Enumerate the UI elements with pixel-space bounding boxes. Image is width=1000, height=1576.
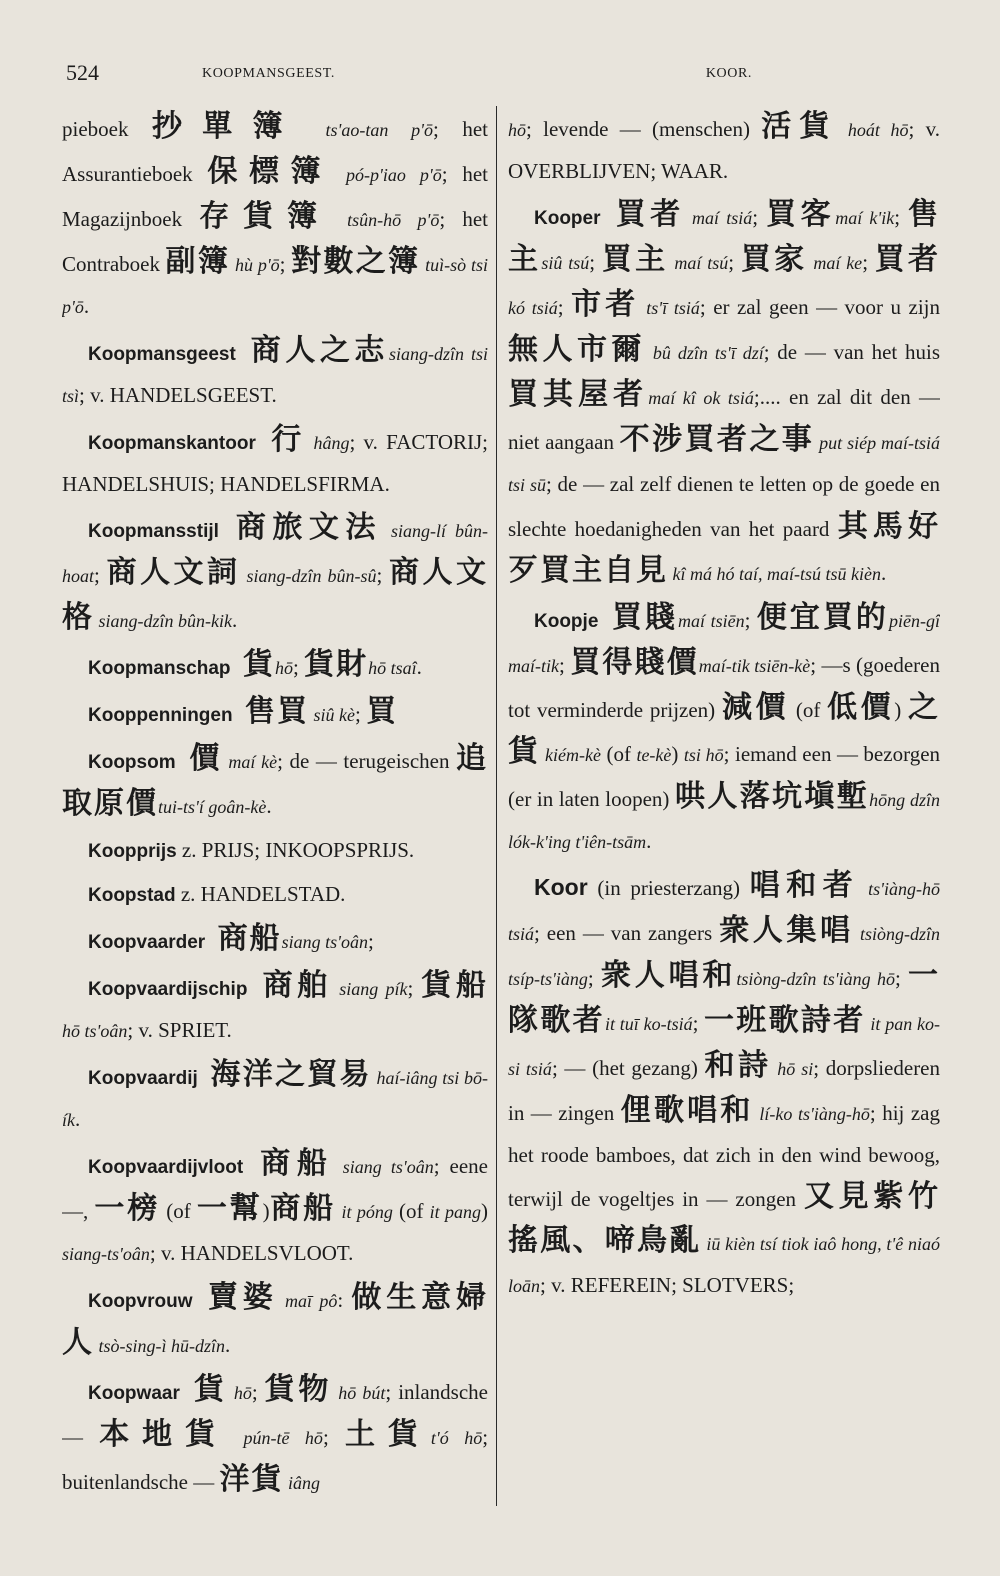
- chinese-characters: 貨: [179, 1372, 228, 1407]
- definition-text: pieboek: [62, 117, 152, 141]
- romanization: hō: [227, 1383, 252, 1403]
- definition-text: ; hij zag het roode bamboes, dat zich in den wind bewoog, terwijl de vogeltjes in — zongen: [508, 1101, 940, 1211]
- definition-text: ): [480, 1199, 488, 1223]
- chinese-characters: 買家: [740, 242, 808, 277]
- definition-text: ): [671, 742, 684, 766]
- romanization: tui-ts'í goân-kè: [158, 797, 267, 817]
- chinese-characters: 貨財: [304, 647, 369, 682]
- romanization: siû kè: [309, 705, 356, 725]
- romanization: siang-ts'oân: [62, 1244, 150, 1264]
- entry-headword: Koopmansstijl: [88, 521, 219, 542]
- column-divider: [496, 106, 497, 1506]
- chinese-characters: 貨: [230, 647, 275, 682]
- chinese-characters: 賣婆: [192, 1280, 278, 1315]
- dictionary-entry: [62, 330, 488, 417]
- definition-text: .: [225, 1333, 231, 1357]
- definition-text: ;: [376, 563, 390, 587]
- romanization: te-kè: [636, 745, 672, 765]
- definition-text: ; het Contraboek: [62, 207, 488, 276]
- chinese-characters: 一幫: [196, 1191, 263, 1226]
- dictionary-entry: [508, 194, 940, 595]
- romanization: maí ke: [807, 253, 863, 273]
- chinese-characters: 商人文格: [62, 555, 488, 635]
- definition-text: ): [262, 1199, 270, 1223]
- romanization: kó tsiá: [508, 298, 558, 318]
- romanization: ts'iàng-hō tsiá: [508, 879, 940, 944]
- definition-text: (of: [789, 698, 828, 722]
- definition-text: ; er zal geen — voor u zijn: [699, 295, 940, 319]
- dictionary-entry: [62, 918, 488, 963]
- definition-text: ;: [322, 1425, 345, 1449]
- chinese-characters: 市者: [571, 287, 640, 322]
- romanization: hâng: [306, 433, 350, 453]
- definition-text: ;: [557, 295, 572, 319]
- romanization: ts'ao-tan p'ō: [302, 120, 433, 140]
- romanization: tsiòng-dzîn tsíp-ts'iàng: [508, 924, 940, 989]
- right-running-title: KOOR.: [705, 66, 752, 81]
- definition-text: ; dorpsliederen in — zingen: [508, 1056, 940, 1125]
- romanization: maí tsú: [668, 253, 729, 273]
- romanization: lí-ko ts'iàng-hō: [753, 1104, 870, 1124]
- chinese-characters: 做生意婦人: [62, 1280, 488, 1360]
- romanization: it pan ko-si tsiá: [508, 1014, 940, 1079]
- romanization: hoát hō: [837, 120, 909, 140]
- chinese-characters: 俚歌唱和: [620, 1093, 754, 1128]
- left-column: [62, 106, 488, 1526]
- chinese-characters: 商人之志: [235, 333, 389, 368]
- entry-headword: Koopvaardijvloot: [88, 1157, 244, 1178]
- chinese-characters: 土貨: [344, 1417, 431, 1452]
- definition-text: ;: [292, 655, 305, 679]
- definition-text: ;: [894, 205, 909, 229]
- chinese-characters: 買客: [765, 197, 836, 232]
- romanization: pó-p'iao p'ō: [332, 165, 442, 185]
- chinese-characters: 活貨: [761, 109, 838, 144]
- romanization: tsûn-hō p'ō: [330, 210, 440, 230]
- romanization: haí-iâng tsi bō-ík: [62, 1068, 488, 1130]
- dictionary-entry: [508, 597, 940, 863]
- definition-text: (of: [160, 1199, 197, 1223]
- definition-text: ; levende — (menschen): [526, 117, 762, 141]
- entry-headword: Koopvrouw: [88, 1291, 193, 1312]
- definition-text: z. PRIJS; INKOOPSPRIJS.: [176, 838, 415, 862]
- romanization: piēn-gî maí-tik: [508, 611, 940, 676]
- romanization: maí-tik tsiēn-kè: [698, 656, 811, 676]
- romanization: hù p'ō: [230, 255, 280, 275]
- definition-text: ; — (het gezang): [551, 1056, 705, 1080]
- romanization: maí kî ok tsiá: [648, 388, 754, 408]
- romanization: it tuī ko-tsiá: [604, 1014, 693, 1034]
- dictionary-entry: [62, 691, 488, 736]
- definition-text: ): [894, 698, 909, 722]
- chinese-characters: 一榜: [94, 1191, 161, 1226]
- romanization: kiém-kè: [540, 745, 601, 765]
- chinese-characters: 商旅文法: [218, 510, 382, 545]
- dictionary-entry: [508, 106, 940, 192]
- definition-text: ;: [752, 205, 766, 229]
- chinese-characters: 買者: [600, 197, 685, 232]
- chinese-characters: 商舶: [247, 968, 333, 1003]
- chinese-characters: 買其屋者: [508, 377, 649, 412]
- definition-text: ;: [355, 702, 367, 726]
- dictionary-entry: [62, 644, 488, 689]
- definition-text: .: [75, 1107, 81, 1131]
- romanization: tsò-sing-ì hū-dzîn: [94, 1336, 226, 1356]
- definition-text: ;: [279, 252, 292, 276]
- chinese-characters: 售買: [232, 694, 310, 729]
- definition-text: ;: [692, 1011, 704, 1035]
- definition-text: ;: [589, 250, 602, 274]
- chinese-characters: 抄單簿: [152, 109, 303, 144]
- definition-text: (of: [600, 742, 637, 766]
- dictionary-entry: [62, 1054, 488, 1141]
- entry-headword: Koopprijs: [88, 841, 177, 862]
- definition-text: ; v. FACTORIJ; HANDELSHUIS; HANDELSFIRMA.: [62, 430, 488, 496]
- dictionary-entry: [62, 1369, 488, 1504]
- definition-text: ;: [251, 1380, 265, 1404]
- entry-headword: Koopje: [534, 611, 599, 632]
- romanization: hō bút: [332, 1383, 386, 1403]
- definition-text: ; iemand een — bezorgen (er in laten loopen): [508, 742, 940, 811]
- chinese-characters: 買者: [874, 242, 940, 277]
- definition-text: ;: [895, 966, 909, 990]
- romanization: iâng: [283, 1473, 320, 1493]
- romanization: iū kièn tsí tiok iaô hong, t'ê niaó loān: [508, 1234, 940, 1296]
- romanization: hō ts'oân: [62, 1021, 128, 1041]
- chinese-characters: 追取原價: [62, 741, 488, 821]
- definition-text: ; de — zal zelf dienen te letten op de goede en slechte hoedanigheden van het paard: [508, 472, 940, 541]
- dictionary-entry: [62, 965, 488, 1052]
- definition-text: .: [646, 829, 652, 853]
- definition-text: ; het Assurantieboek: [62, 117, 488, 186]
- definition-text: ; een — van zangers: [534, 921, 720, 945]
- romanization: hō: [508, 120, 526, 140]
- definition-text: .: [83, 294, 90, 318]
- romanization: hō: [274, 658, 293, 678]
- definition-text: ; v. SPRIET.: [127, 1018, 232, 1042]
- chinese-characters: 衆人唱和: [600, 958, 737, 993]
- entry-headword: Kooper: [534, 208, 601, 229]
- chinese-characters: 海洋之貿易: [197, 1057, 372, 1092]
- chinese-characters: 商人文詞: [106, 555, 241, 590]
- definition-text: (of: [392, 1199, 430, 1223]
- chinese-characters: 唱和者: [749, 868, 860, 903]
- chinese-characters: 又見紫竹搖風、啼鳥亂: [508, 1179, 940, 1258]
- romanization: siang-lí bûn-hoat: [62, 521, 488, 586]
- romanization: siang-dzîn tsi tsì: [62, 344, 488, 406]
- definition-text: ; v. HANDELSVLOOT.: [149, 1241, 354, 1265]
- definition-text: :: [337, 1288, 352, 1312]
- definition-text: ; de — van het huis: [763, 340, 940, 364]
- entry-headword: Koopwaar: [88, 1383, 180, 1404]
- dictionary-entry: [62, 507, 488, 642]
- chinese-characters: 一隊歌者: [508, 958, 940, 1038]
- romanization: tsiòng-dzîn ts'iàng hō: [736, 969, 896, 989]
- romanization: siang pík: [332, 979, 408, 999]
- entry-headword: Koopstad: [88, 885, 176, 906]
- dictionary-entry: [62, 419, 488, 505]
- entry-headword: Koopvaardijschip: [88, 979, 248, 1000]
- romanization: it póng: [336, 1202, 393, 1222]
- romanization: tsi hō: [683, 745, 724, 765]
- right-column: [508, 106, 940, 1526]
- chinese-characters: 對數之簿: [291, 244, 421, 279]
- definition-text: ;: [407, 976, 422, 1000]
- dictionary-entry: [62, 830, 488, 872]
- chinese-characters: 無人市爾: [508, 332, 646, 367]
- definition-text: z. HANDELSTAD.: [175, 882, 346, 906]
- romanization: siang-dzîn bûn-kik: [94, 611, 232, 631]
- dictionary-entry: [508, 865, 940, 1307]
- left-running-title: KOOPMANSGEEST.: [202, 66, 335, 81]
- definition-text: ;.... en zal dit den — niet aangaan: [508, 385, 940, 454]
- romanization: hō si: [771, 1059, 814, 1079]
- entry-headword: Koopmanschap: [88, 658, 231, 679]
- romanization: put siép maí-tsiá tsi sū: [508, 433, 940, 495]
- entry-headword: Koopvaarder: [88, 932, 206, 953]
- definition-text: ;: [744, 608, 757, 632]
- page-header: [66, 60, 942, 90]
- romanization: ts'ī tsiá: [639, 298, 700, 318]
- chinese-characters: 其馬好歹買主自見: [508, 509, 940, 588]
- romanization: maī pô: [277, 1291, 338, 1311]
- chinese-characters: 衆人集唱: [719, 913, 854, 948]
- definition-text: ;: [728, 250, 741, 274]
- chinese-characters: 保標簿: [207, 154, 332, 189]
- definition-text: ;: [94, 563, 107, 587]
- romanization: siang-dzîn bûn-sû: [240, 566, 377, 586]
- chinese-characters: 不涉買者之事: [619, 422, 815, 457]
- chinese-characters: 低價: [827, 690, 895, 725]
- chinese-characters: 售主: [508, 197, 940, 277]
- definition-text: ; v. HANDELSGEEST.: [79, 383, 277, 407]
- definition-text: .: [880, 561, 887, 585]
- chinese-characters: 和詩: [704, 1048, 772, 1083]
- dictionary-entry: [62, 1143, 488, 1275]
- romanization: maí tsiá: [684, 208, 753, 228]
- definition-text: ; —s (goederen tot verminderde prijzen): [508, 653, 940, 722]
- romanization: pún-tē hō: [228, 1428, 323, 1448]
- definition-text: ; eene —,: [62, 1154, 488, 1223]
- romanization: it pang: [429, 1202, 481, 1222]
- romanization: siang ts'oân: [281, 932, 369, 952]
- chinese-characters: 買賤: [598, 600, 679, 635]
- entry-headword: Koopmansgeest: [88, 344, 236, 365]
- definition-text: ;: [587, 966, 601, 990]
- definition-text: ; de — terugeischen: [277, 749, 456, 773]
- entry-headword: Koopvaardij: [88, 1068, 198, 1089]
- romanization: siang ts'oân: [333, 1157, 434, 1177]
- entry-headword: Koopsom: [88, 752, 176, 773]
- chinese-characters: 貨物: [264, 1372, 333, 1407]
- chinese-characters: 本地貨: [99, 1417, 229, 1452]
- dictionary-entry: [62, 106, 488, 328]
- definition-text: .: [231, 608, 238, 632]
- page-number: 524: [66, 60, 99, 85]
- definition-text: ;: [862, 250, 875, 274]
- chinese-characters: 便宜買的: [756, 600, 889, 635]
- romanization: siû tsú: [541, 253, 590, 273]
- chinese-characters: 買主: [601, 242, 669, 277]
- romanization: hōng dzîn lók-k'ing t'iên-tsām: [508, 790, 940, 852]
- chinese-characters: 商船: [205, 921, 282, 956]
- definition-text: ; v. OVERBLIJVEN; WAAR.: [508, 117, 940, 183]
- chinese-characters: 存貨簿: [199, 199, 331, 234]
- definition-text: ; buitenlandsche —: [62, 1425, 488, 1494]
- dictionary-entry: [62, 874, 488, 916]
- romanization: maí k'ik: [835, 208, 895, 228]
- chinese-characters: 減價: [721, 690, 790, 725]
- definition-text: .: [416, 655, 422, 679]
- dictionary-entry: [62, 1277, 488, 1367]
- definition-text: ;: [368, 929, 374, 953]
- entry-headword: Koopmanskantoor: [88, 433, 256, 454]
- romanization: tuì-sò tsi p'ō: [62, 255, 488, 317]
- definition-text: ; inlandsche —: [62, 1380, 488, 1449]
- definition-text: ; v. REFEREIN; SLOTVERS;: [540, 1273, 795, 1297]
- romanization: kî má hó taí, maí-tsú tsū kièn: [668, 564, 881, 584]
- dictionary-entry: [62, 738, 488, 828]
- definition-text: ; het Magazijnboek: [62, 162, 488, 231]
- entry-headword: Kooppenningen: [88, 705, 233, 726]
- chinese-characters: 買: [366, 694, 399, 729]
- entry-headword: Koor: [534, 874, 588, 900]
- romanization: hō tsaî: [368, 658, 417, 678]
- chinese-characters: 價: [175, 741, 223, 776]
- chinese-characters: 商船: [269, 1191, 337, 1226]
- romanization: maí kè: [222, 752, 278, 772]
- definition-text: (in priesterzang): [587, 876, 750, 900]
- chinese-characters: 洋貨: [219, 1462, 284, 1497]
- chinese-characters: 哄人落坑塡塹: [675, 779, 870, 814]
- chinese-characters: 貨船: [421, 968, 488, 1003]
- romanization: bû dzîn ts'ī dzí: [645, 343, 764, 363]
- chinese-characters: 行: [255, 422, 307, 457]
- definition-text: .: [266, 794, 272, 818]
- chinese-characters: 商船: [243, 1146, 334, 1181]
- romanization: maí tsiēn: [678, 611, 745, 631]
- romanization: t'ó hō: [430, 1428, 483, 1448]
- chinese-characters: 買得賤價: [570, 645, 699, 680]
- chinese-characters: 副簿: [165, 244, 231, 279]
- chinese-characters: 一班歌詩者: [703, 1003, 866, 1038]
- chinese-characters: 之貨: [508, 690, 940, 769]
- definition-text: ;: [559, 653, 571, 677]
